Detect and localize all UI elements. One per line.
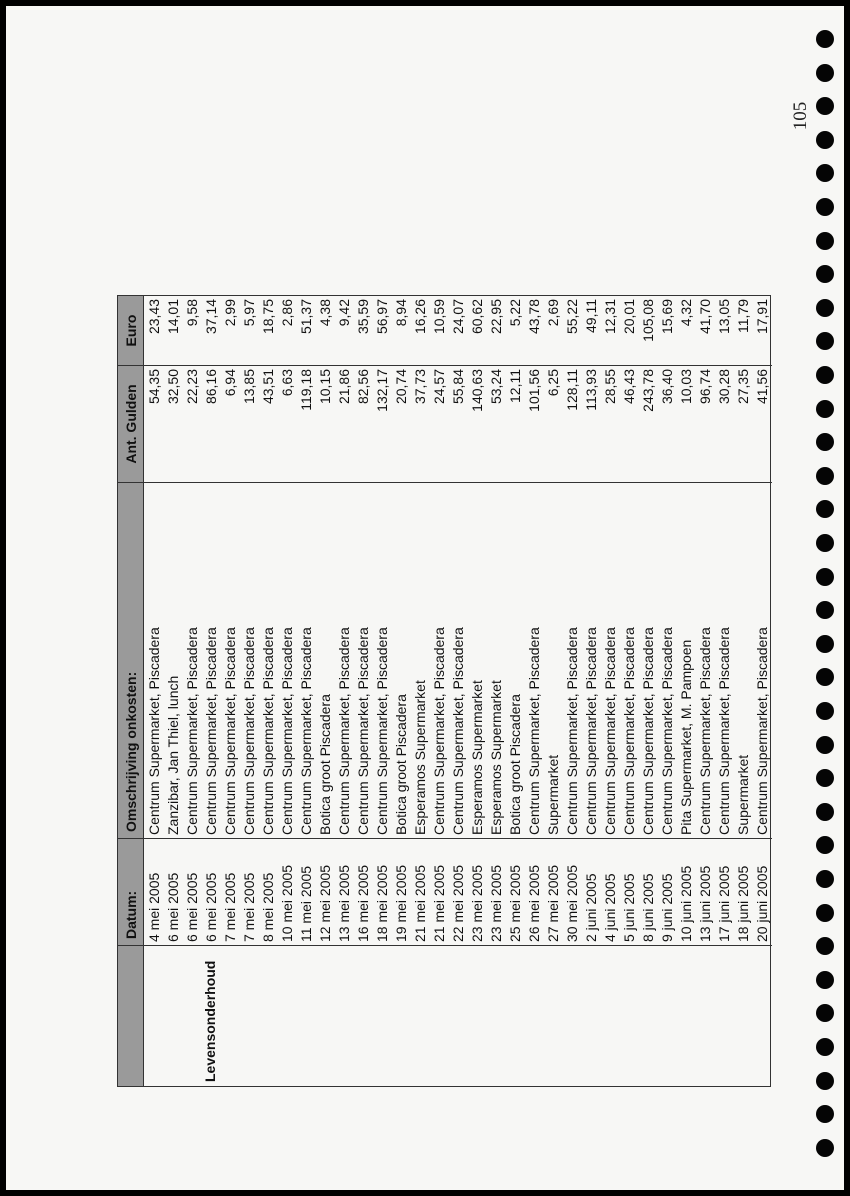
euro-cell: 16,26 [412,299,428,335]
description-cell: Centrum Supermarket, Piscadera [279,627,295,835]
binder-hole [816,164,834,182]
guilders-cell: 53,24 [488,369,504,405]
guilders-cell: 37,73 [412,369,428,405]
description-cell: Supermarket [735,754,751,835]
description-cell: Centrum Supermarket, Piscadera [621,627,637,835]
header-euro: Euro [118,296,143,366]
description-cell: Centrum Supermarket, Piscadera [564,627,580,835]
description-cell: Centrum Supermarket, Piscadera [241,627,257,835]
binder-hole [816,937,834,955]
date-cell: 20 juni 2005 [754,865,770,942]
description-cell: Centrum Supermarket, Piscadera [184,627,200,835]
date-cell: 13 mei 2005 [336,864,352,942]
guilders-cell: 86,16 [203,369,219,405]
guilders-cell: 113,93 [583,369,599,411]
date-cell: 5 juni 2005 [621,873,637,942]
binder-hole [816,131,834,149]
description-cell: Zanzibar, Jan Thiel, lunch [165,675,181,835]
description-cell: Centrum Supermarket, Piscadera [298,627,314,835]
description-cell: Centrum Supermarket, Piscadera [336,627,352,835]
binder-hole [816,534,834,552]
expense-table-rotated [117,295,771,1087]
guilders-cell: 43,51 [260,369,276,405]
date-cell: 18 juni 2005 [735,865,751,942]
date-cell: 8 mei 2005 [260,872,276,942]
description-cell: Centrum Supermarket, Piscadera [431,627,447,835]
guilders-cell: 128,11 [564,369,580,411]
binder-hole [816,803,834,821]
guilders-cell: 6,25 [545,369,561,397]
euro-cell: 13,05 [716,299,732,335]
guilders-cell: 55,84 [450,369,466,405]
binder-hole [816,400,834,418]
description-cell: Botica groot Piscadera [317,694,333,835]
description-cell: Botica groot Piscadera [393,694,409,835]
description-cell: Centrum Supermarket, Piscadera [640,627,656,835]
euro-cell: 55,22 [564,299,580,335]
euro-cell: 9,42 [336,299,352,327]
binder-hole [816,904,834,922]
date-cell: 30 mei 2005 [564,864,580,942]
binder-hole [816,64,834,82]
date-cell: 2 juni 2005 [583,873,599,942]
guilders-cell: 27,35 [735,369,751,405]
euro-cell: 4,32 [678,299,694,327]
guilders-cell: 41,56 [754,369,770,405]
date-cell: 13 juni 2005 [697,865,713,942]
guilders-cell: 101,56 [526,369,542,412]
euro-cell: 49,11 [583,299,599,333]
description-cell: Centrum Supermarket, Piscadera [526,627,542,835]
date-cell: 23 mei 2005 [488,864,504,942]
euro-cell: 35,59 [355,299,371,335]
euro-cell: 60,62 [469,299,485,335]
euro-cell: 5,97 [241,299,257,327]
guilders-cell: 6,94 [222,369,238,397]
binder-hole [816,30,834,48]
binder-hole [816,1139,834,1157]
description-cell: Centrum Supermarket, Piscadera [146,627,162,835]
date-cell: 23 mei 2005 [469,864,485,942]
guilders-cell: 28,55 [602,369,618,405]
guilders-cell: 54,35 [146,369,162,405]
guilders-column [144,366,772,483]
page-number: 105 [790,101,811,131]
binder-hole [816,1105,834,1123]
date-cell: 7 mei 2005 [241,872,257,942]
guilders-cell: 30,28 [716,369,732,405]
euro-cell: 8,94 [393,299,409,327]
euro-cell: 51,37 [298,299,314,335]
euro-cell: 20,01 [621,299,637,335]
binder-hole [816,971,834,989]
description-cell: Centrum Supermarket, Piscadera [222,627,238,835]
date-cell: 4 juni 2005 [602,873,618,942]
binder-hole [816,1038,834,1056]
header-date: Datum: [118,839,143,946]
binder-hole [816,702,834,720]
date-cell: 21 mei 2005 [431,864,447,942]
description-cell: Centrum Supermarket, Piscadera [450,627,466,835]
date-cell: 7 mei 2005 [222,872,238,942]
guilders-cell: 20,74 [393,369,409,405]
euro-cell: 41,70 [697,299,713,335]
binder-hole [816,299,834,317]
guilders-cell: 82,56 [355,369,371,405]
date-cell: 8 juni 2005 [640,873,656,942]
date-cell: 25 mei 2005 [507,864,523,942]
description-cell: Centrum Supermarket, Piscadera [260,627,276,835]
description-cell: Centrum Supermarket, Piscadera [659,627,675,835]
description-cell: Centrum Supermarket, Piscadera [754,627,770,835]
guilders-cell: 132,17 [374,369,390,412]
date-cell: 18 mei 2005 [374,864,390,942]
euro-cell: 24,07 [450,299,466,335]
binder-hole [816,433,834,451]
description-cell: Centrum Supermarket, Piscadera [374,627,390,835]
euro-cell: 15,69 [659,299,675,335]
binder-hole [816,870,834,888]
euro-cell: 17,91 [754,299,770,335]
date-cell: 26 mei 2005 [526,864,542,942]
header-guilders: Ant. Gulden [118,366,143,483]
guilders-cell: 10,15 [317,369,333,405]
description-cell: Centrum Supermarket, Piscadera [355,627,371,835]
binder-hole [816,467,834,485]
description-cell: Centrum Supermarket, Piscadera [203,627,219,835]
binder-hole [816,232,834,250]
table-body [144,296,772,1086]
description-cell: Supermarket [545,754,561,835]
guilders-cell: 243,78 [640,369,656,412]
description-cell: Centrum Supermarket, Piscadera [602,627,618,835]
guilders-cell: 10,03 [678,369,694,405]
euro-cell: 11,79 [735,299,751,333]
guilders-cell: 96,74 [697,369,713,405]
euro-cell: 105,08 [640,299,656,342]
guilders-cell: 46,43 [621,369,637,405]
description-cell: Botica groot Piscadera [507,694,523,835]
guilders-cell: 140,63 [469,369,485,412]
date-cell: 10 juni 2005 [678,865,694,942]
description-column [144,483,772,839]
euro-cell: 23,43 [146,299,162,335]
euro-cell: 2,69 [545,299,561,327]
guilders-cell: 21,86 [336,369,352,405]
table-header-row [118,296,144,1086]
binder-hole [816,769,834,787]
date-cell: 6 mei 2005 [165,872,181,942]
euro-cell: 2,86 [279,299,295,327]
euro-cell: 18,75 [260,299,276,335]
description-cell: Esperamos Supermarket [469,680,485,835]
binder-hole [816,332,834,350]
euro-cell: 4,38 [317,299,333,327]
date-cell: 21 mei 2005 [412,864,428,942]
binder-hole [816,1004,834,1022]
guilders-cell: 12,11 [507,369,523,403]
date-cell: 4 mei 2005 [146,872,162,942]
guilders-cell: 24,57 [431,369,447,405]
date-cell: 9 juni 2005 [659,873,675,942]
category-label: Levensonderhoud [202,960,218,1082]
description-cell: Centrum Supermarket, Piscadera [716,627,732,835]
date-cell: 27 mei 2005 [545,864,561,942]
date-cell: 22 mei 2005 [450,864,466,942]
euro-cell: 43,78 [526,299,542,335]
guilders-cell: 6,63 [279,369,295,397]
binder-hole [816,568,834,586]
date-cell: 10 mei 2005 [279,864,295,942]
binder-hole [816,836,834,854]
euro-cell: 56,97 [374,299,390,335]
date-cell: 6 mei 2005 [203,872,219,942]
description-cell: Esperamos Supermarket [488,680,504,835]
description-cell: Pita Supermarket, M. Pampoen [678,639,694,835]
date-cell: 11 mei 2005 [298,865,314,942]
euro-cell: 5,22 [507,299,523,327]
binder-hole [816,97,834,115]
category-column [144,946,772,1086]
date-cell: 12 mei 2005 [317,864,333,942]
expense-table [117,295,771,1087]
binder-hole [816,1072,834,1090]
euro-cell: 22,95 [488,299,504,335]
binder-holes [816,30,844,1180]
description-cell: Esperamos Supermarket [412,680,428,835]
euro-cell: 2,99 [222,299,238,327]
date-cell: 16 mei 2005 [355,864,371,942]
binder-hole [816,601,834,619]
description-cell: Centrum Supermarket, Piscadera [697,627,713,835]
binder-hole [816,736,834,754]
binder-hole [816,265,834,283]
header-description: Omschrijving onkosten: [118,483,143,839]
date-column [144,839,772,946]
guilders-cell: 13,85 [241,369,257,405]
header-category [118,946,143,1086]
guilders-cell: 32,50 [165,369,181,405]
description-cell: Centrum Supermarket, Piscadera [583,627,599,835]
euro-cell: 12,31 [602,299,618,335]
date-cell: 19 mei 2005 [393,864,409,942]
euro-cell: 37,14 [203,299,219,335]
binder-hole [816,635,834,653]
date-cell: 6 mei 2005 [184,872,200,942]
guilders-cell: 22,23 [184,369,200,405]
guilders-cell: 119,18 [298,369,314,411]
binder-hole [816,500,834,518]
euro-cell: 14,01 [165,299,181,335]
euro-column [144,296,772,366]
binder-hole [816,668,834,686]
date-cell: 17 juni 2005 [716,865,732,942]
binder-hole [816,366,834,384]
binder-hole [816,198,834,216]
euro-cell: 10,59 [431,299,447,335]
guilders-cell: 36,40 [659,369,675,405]
euro-cell: 9,58 [184,299,200,327]
